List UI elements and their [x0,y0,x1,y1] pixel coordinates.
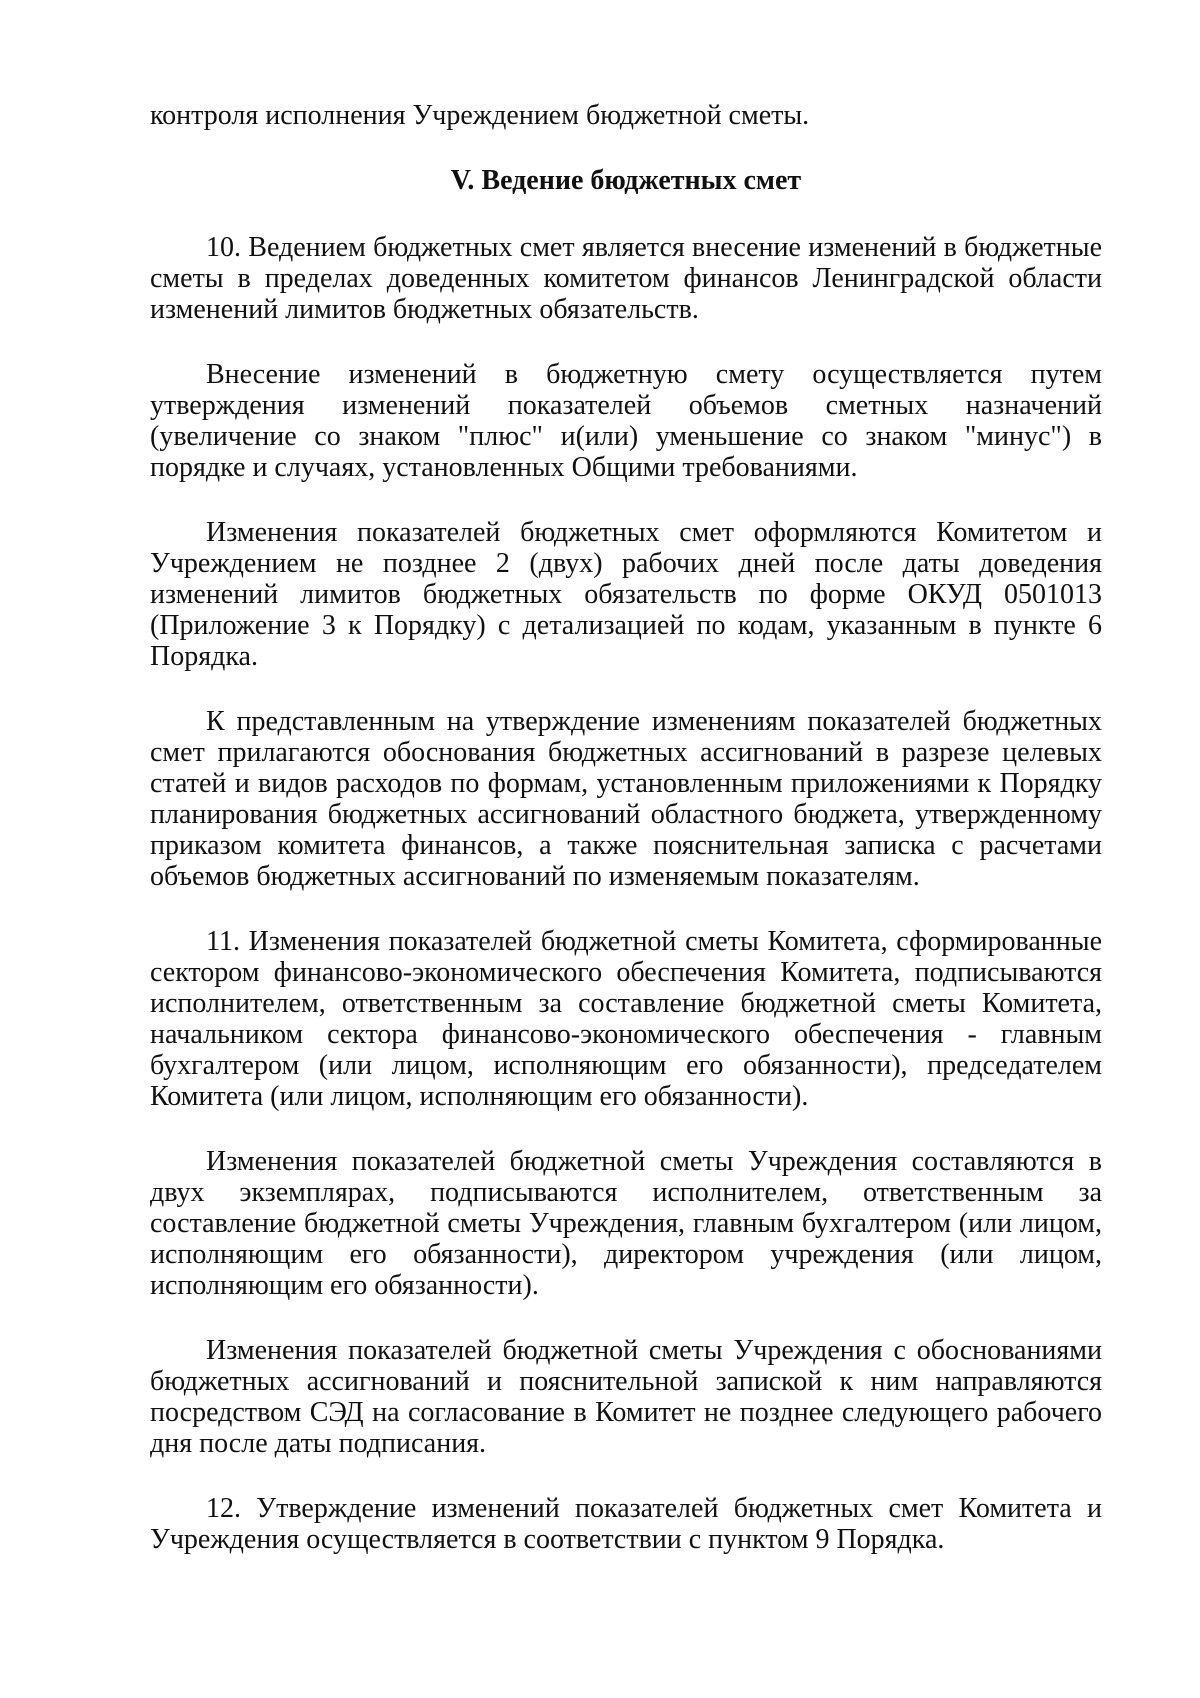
paragraph-budget-change: Внесение изменений в бюджетную смету осуществляется путем утверждения изменений показателей объемов сметных назначений (увеличение со знаком "плюс" и(или) уменьшение со знаком "минус") в порядке и случаях, установленных Общими требованиями. [150,359,1102,483]
paragraph-change-formatting: Изменения показателей бюджетных смет оформляются Комитетом и Учреждением не позднее 2 (двух) рабочих дней после даты доведения изменений лимитов бюджетных обязательств по форме ОКУД 0501013 (Приложение 3 к Порядку) с детализацией по кодам, указанным в пункте 6 Порядка. [150,517,1102,672]
document-body [150,100,1102,1589]
paragraph-12: 12. Утверждение изменений показателей бюджетных смет Комитета и Учреждения осуществляется в соответствии с пунктом 9 Порядка. [150,1493,1102,1555]
continuation-text: контроля исполнения Учреждением бюджетной сметы. [150,100,810,131]
paragraph-justifications: К представленным на утверждение изменениям показателей бюджетных смет прилагаются обоснования бюджетных ассигнований в разрезе целевых статей и видов расходов по формам, установленным приложениями к Порядку планирования бюджетных ассигнований областного бюджета, утвержденному приказом комитета финансов, а также пояснительная записка с расчетами объемов бюджетных ассигнований по изменяемым показателям. [150,706,1102,892]
paragraph-10: 10. Ведением бюджетных смет является внесение изменений в бюджетные сметы в пределах доведенных комитетом финансов Ленинградской области изменений лимитов бюджетных обязательств. [150,232,1102,325]
section-heading: V. Ведение бюджетных смет [450,165,802,196]
paragraph-approval-routing: Изменения показателей бюджетной сметы Учреждения с обоснованиями бюджетных ассигнований и пояснительной запиской к ним направляются посредством СЭД на согласование в Комитет не позднее следующего рабочего дня после даты подписания. [150,1335,1102,1459]
paragraph-11: 11. Изменения показателей бюджетной сметы Комитета, сформированные сектором финансово-экономического обеспечения Комитета, подписываются исполнителем, ответственным за составление бюджетной сметы Комитета, начальником сектора финансово-экономического обеспечения - главным бухгалтером (или лицом, исполняющим его обязанности), председателем Комитета (или лицом, исполняющим его обязанности). [150,926,1102,1112]
paragraph-institution-changes: Изменения показателей бюджетной сметы Учреждения составляются в двух экземплярах, подписываются исполнителем, ответственным за составление бюджетной сметы Учреждения, главным бухгалтером (или лицом, исполняющим его обязанности), директором учреждения (или лицом, исполняющим его обязанности). [150,1146,1102,1301]
